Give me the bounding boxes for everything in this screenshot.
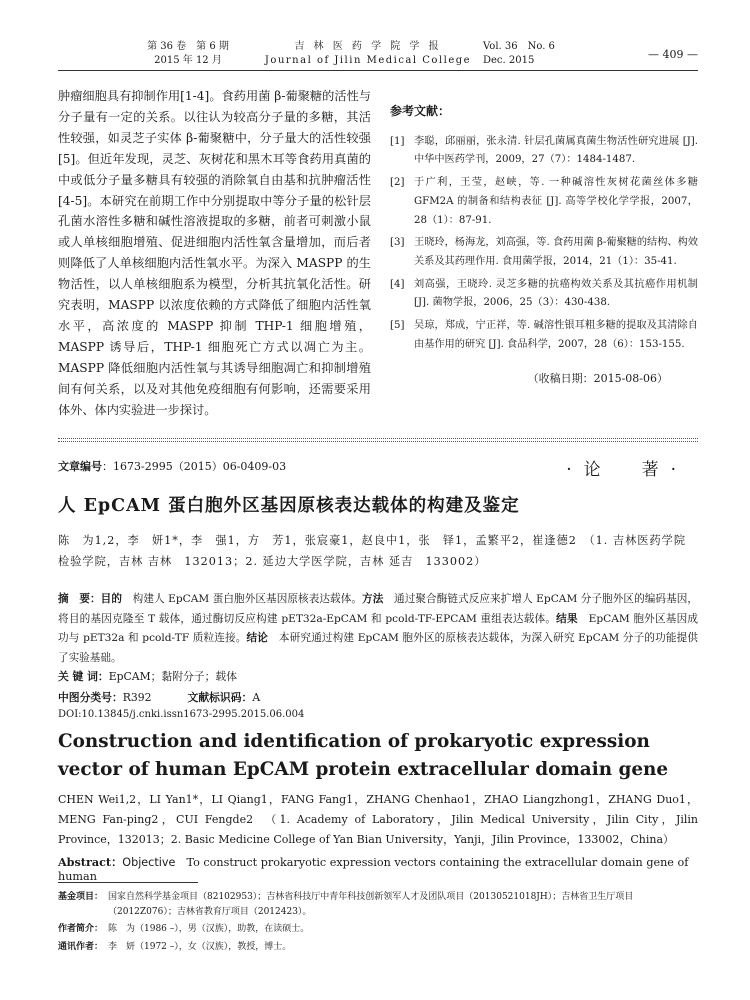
keywords <box>58 669 237 684</box>
authors-cn: 陈 为1,2，李 妍1*，李 强1，方 芳1，张宸豪1，赵良中1，张 铎1，孟繁平2，崔逢德2 （1. 吉林医药学院检验学院，吉林 吉林 132013；2. 延边大学医学院，吉林 延吉 133002） <box>58 534 687 568</box>
footnote-funding <box>58 890 698 920</box>
references-heading: 参考文献： <box>390 104 451 118</box>
header-volume-cn: 第 36 卷 第 6 期 <box>147 41 229 52</box>
article-separator <box>58 438 698 442</box>
reference-item <box>390 317 698 354</box>
footnote-label: 通讯作者： <box>58 942 104 952</box>
header-issue-cn <box>138 40 238 68</box>
reference-item <box>390 276 698 313</box>
article-number-value: ：1673-2995（2015）06-0409-03 <box>102 460 287 473</box>
abstract-purpose-label: 目的 <box>100 593 123 605</box>
reference-item <box>390 174 698 230</box>
reference-text: 李聪，邱丽丽，张永清. 针层孔菌属真菌生物活性研究进展 [J]. 中华中医药学刊，2009，27（7）：1484-1487. <box>414 135 698 166</box>
reference-text: 于广利，王莹，赵峡，等. 一种碱溶性灰树花菌丝体多糖 GFM2A 的制备和结构表征 [J]. 高等学校化学学报，2007，28（1）：87-91. <box>414 177 698 226</box>
footnote-text: 李 妍（1972 –），女（汉族），教授，博士。 <box>108 942 292 952</box>
footnote-rule <box>58 882 198 883</box>
abstract-result: EpCAM 胞外区基因成功与 pET32a 和 pcold-TF 质粒连接。 <box>58 612 698 644</box>
header-journal-cn: 吉 林 医 药 学 院 学 报 <box>294 41 442 52</box>
header-journal-en: Journal of Jilin Medical College <box>264 55 472 66</box>
keywords-value: EpCAM；黏附分子；载体 <box>108 670 237 683</box>
clc-value: R392 <box>122 691 152 704</box>
article-number-label: 文章编号 <box>58 460 102 473</box>
abstract-method-label: 方法 <box>362 593 384 605</box>
authors-en: CHEN Wei1,2，LI Yan1*，LI Qiang1，FANG Fang1，ZHANG Chenhao1，ZHAO Liangzhong1，ZHANG Duo1，MENG Fan-ping2，CUI Fengde2 （1. Academy of Laboratory，Jilin Medical University，Jilin City，Jilin Province，132013；2. Basic Medicine College of Yan Bian University，Yanji，Jilin Province，133002，China） <box>58 793 698 846</box>
abstract-label: 摘 要： <box>58 593 101 605</box>
header-issue-en <box>483 40 603 68</box>
reference-number: [1] <box>390 135 405 147</box>
header-journal <box>263 40 473 68</box>
reference-number: [4] <box>390 278 405 290</box>
reference-item <box>390 133 698 170</box>
references-column <box>390 102 698 389</box>
reference-number: [2] <box>390 177 405 189</box>
abstract-result-label: 结果 <box>556 612 578 625</box>
doc-code-label: 文献标识码： <box>187 691 253 704</box>
header-date-en: Dec. 2015 <box>483 55 535 66</box>
reference-text: 刘高强，王晓玲. 灵芝多糖的抗癌构效关系及其抗癌作用机制 [J]. 菌物学报，2006，25（3）：430-438. <box>414 278 698 309</box>
article-category: ·论 著· <box>566 460 688 480</box>
prev-article-paragraph: 肿瘤细胞具有抑制作用[1-4]。食药用菌 β-葡聚糖的活性与分子量有一定的关系。以往认为较高分子量的多糖，其活性较强，如灵芝子实体 β-葡聚糖中，分子量大的活性较强[5]。但近年发现，灵芝、灰树花和黑木耳等食药用真菌的中或低分子量多糖具有较强的消除氧自由基和抗肿瘤活性[4-5]。本研究在前期工作中分别提取中等分子量的松针层孔菌水溶性多糖和碱性溶液提取的多糖，前者可刺激小鼠或人单核细胞增殖、促进细胞内活性氧含量增加，而后者则降低了人单核细胞内活性氧水平。为深入 MASPP 的生物活性，以人单核细胞系为模型，分析其抗氧化活性。研究表明，MASPP 以浓度依赖的方式降低了细胞内活性氧水平，高浓度的 MASPP 抑制 THP-1 细胞增殖，MASPP 诱导后，THP-1 细胞死亡方式以凋亡为主。MASPP 降低细胞内活性氧与其诱导细胞凋亡和抑制增殖间有何关系，以及对其他免疫细胞有何影响，还需要采用体外、体内实验进一步探讨。 <box>58 89 371 417</box>
reference-text: 吴琼，郑成，宁正祥，等. 碱溶性银耳粗多糖的提取及其清除自由基作用的研究 [J]. 食品科学，2007，28（6）：153-155. <box>414 320 698 350</box>
footnote-label: 作者简介： <box>58 924 104 934</box>
abstract-en <box>58 854 698 883</box>
article-title-en: Construction and identification of prokaryotic expression vector of human EpCAM protein extracellular domain gene <box>58 731 669 780</box>
abstract-purpose: 构建人 EpCAM 蛋白胞外区基因原核表达载体。 <box>122 593 363 605</box>
reference-number: [5] <box>390 320 405 332</box>
footnote-label: 基金项目： <box>58 892 104 902</box>
article-number <box>58 458 286 474</box>
header-vol-en: Vol. 36 No. 6 <box>483 41 555 52</box>
abstract-en-text: To construct prokaryotic expression vectors containing the extracellular domain gene of human <box>58 856 689 883</box>
prev-article-text <box>58 86 371 421</box>
footnote-text: 陈 为（1986 –），男（汉族），助教，在读硕士。 <box>108 924 310 934</box>
page-number: — 409 — <box>648 48 698 61</box>
journal-page <box>58 0 698 1000</box>
article-title-cn: 人 EpCAM 蛋白胞外区基因原核表达载体的构建及鉴定 <box>58 496 520 516</box>
footnote-text: 国家自然科学基金项目（82102953）；吉林省科技厅中青年科技创新领军人才及团队项目（20130521018JH）；吉林省卫生厅项目（2012Z076）；吉林省教育厅项目（2012423）。 <box>108 892 634 917</box>
header-date-cn: 2015 年 12 月 <box>154 55 222 66</box>
abstract-cn <box>58 590 698 668</box>
footnote-author-bio <box>58 922 698 937</box>
abstract-conclusion: 本研究通过构建 EpCAM 胞外区的原核表达载体，为深入研究 EpCAM 分子的功能提供了实验基础。 <box>58 632 698 664</box>
reference-item <box>390 234 698 271</box>
reference-number: [3] <box>390 237 405 249</box>
footnote-corresponding <box>58 940 698 955</box>
doi: DOI:10.13845/j.cnki.issn1673-2995.2015.06.004 <box>58 709 305 720</box>
doc-code-value: A <box>252 691 261 704</box>
received-date: （收稿日期：2015-08-06） <box>527 372 668 386</box>
keywords-label: 关 键 词： <box>58 670 109 683</box>
abstract-conclusion-label: 结论 <box>246 632 269 644</box>
header-rule <box>58 70 698 71</box>
clc-label: 中图分类号： <box>58 691 123 704</box>
reference-text: 王晓玲，杨海龙，刘高强，等. 食药用菌 β-葡聚糖的结构、构效关系及其药理作用. 食用菌学报，2014，21（1）：35-41. <box>414 237 698 267</box>
abstract-en-label: Abstract： <box>58 855 123 869</box>
abstract-method: 通过聚合酶链式反应来扩增人 EpCAM 分子胞外区的编码基因，将目的基因克隆至 T 载体，通过酶切反应构建 pET32a-EpCAM 和 pcold-TF-EPCAM 重组表达载体。 <box>58 593 699 625</box>
abstract-en-objective-label: Objective <box>122 856 176 869</box>
classification <box>58 690 260 705</box>
